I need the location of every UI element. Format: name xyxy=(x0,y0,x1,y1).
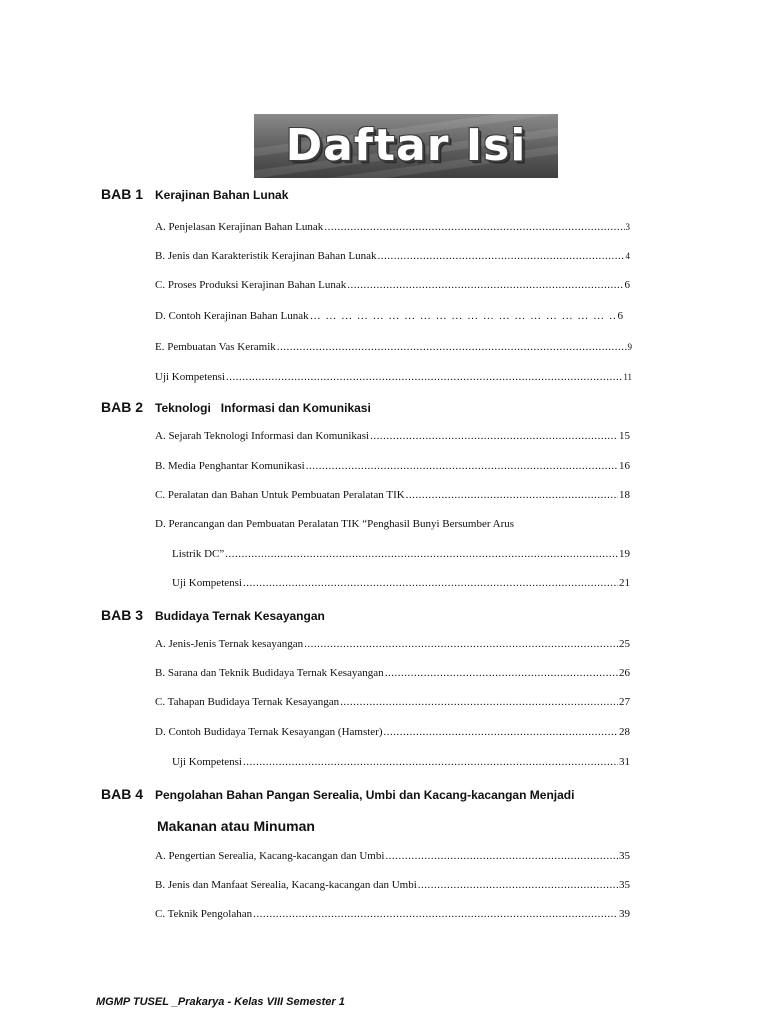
toc-entry-label: B. Sarana dan Teknik Budidaya Ternak Kesayangan xyxy=(155,667,384,679)
chapter-1-heading xyxy=(101,186,288,202)
chapter-title-continued: Makanan atau Minuman xyxy=(157,818,315,834)
dot-leader xyxy=(377,250,624,262)
dot-leader xyxy=(385,667,618,679)
toc-entry-page: 25 xyxy=(619,638,630,650)
toc-entry-page: 27 xyxy=(619,696,630,708)
chapter-title: Budidaya Ternak Kesayangan xyxy=(155,609,325,623)
toc-entry-page: 6 xyxy=(617,310,623,322)
toc-entry[interactable] xyxy=(155,726,630,738)
toc-entry-label: B. Media Penghantar Komunikasi xyxy=(155,460,305,472)
toc-entry-page: 18 xyxy=(619,489,630,501)
toc-entry-page: 16 xyxy=(619,460,630,472)
chapter-title: Kerajinan Bahan Lunak xyxy=(155,188,289,202)
toc-entry-label: C. Proses Produksi Kerajinan Bahan Lunak xyxy=(155,279,347,291)
toc-entry-page: 4 xyxy=(625,251,630,261)
toc-entry[interactable] xyxy=(155,879,630,891)
toc-entry-label: A. Pengertian Serealia, Kacang-kacangan dan Umbi xyxy=(155,850,385,862)
toc-entry-label: B. Jenis dan Karakteristik Kerajinan Bahan Lunak xyxy=(155,250,377,262)
chapter-number: BAB 4 xyxy=(101,786,144,802)
toc-entry-label: B. Jenis dan Manfaat Serealia, Kacang-kacangan dan Umbi xyxy=(155,879,417,891)
dot-leader xyxy=(277,341,627,353)
dot-leader xyxy=(253,908,618,920)
toc-entry[interactable] xyxy=(155,850,630,862)
chapter-number: BAB 3 xyxy=(101,607,144,623)
toc-entry[interactable] xyxy=(172,548,630,560)
dot-leader xyxy=(324,221,624,233)
dot-leader xyxy=(385,850,618,862)
toc-entry[interactable] xyxy=(155,341,632,353)
toc-entry[interactable] xyxy=(172,756,630,768)
toc-entry[interactable] xyxy=(155,638,630,650)
dot-leader xyxy=(243,756,618,768)
toc-entry[interactable] xyxy=(172,577,630,589)
toc-entry-label: A. Penjelasan Kerajinan Bahan Lunak xyxy=(155,221,324,233)
toc-entry-page: 21 xyxy=(619,577,630,589)
toc-entry-label: C. Peralatan dan Bahan Untuk Pembuatan Peralatan TIK xyxy=(155,489,405,501)
toc-entry-page: 35 xyxy=(619,879,630,891)
toc-entry[interactable] xyxy=(155,250,630,262)
chapter-number: BAB 1 xyxy=(101,186,144,202)
toc-entry-label: D. Contoh Kerajinan Bahan Lunak xyxy=(155,310,309,322)
dot-leader xyxy=(304,638,618,650)
dot-leader xyxy=(226,371,622,383)
chapter-title: Teknologi Informasi dan Komunikasi xyxy=(155,401,371,415)
toc-entry-label: A. Jenis-Jenis Ternak kesayangan xyxy=(155,638,304,650)
toc-entry[interactable] xyxy=(155,489,630,501)
toc-entry-label: C. Tahapan Budidaya Ternak Kesayangan xyxy=(155,696,340,708)
dot-leader xyxy=(370,430,618,442)
dot-leader xyxy=(306,460,618,472)
toc-entry[interactable] xyxy=(155,221,630,233)
toc-entry-label: D. Contoh Budidaya Ternak Kesayangan (Hamster) xyxy=(155,726,383,738)
dot-leader xyxy=(418,879,618,891)
toc-entry-label: Uji Kompetensi xyxy=(172,577,242,589)
dot-leader xyxy=(310,310,617,322)
toc-entry-page: 19 xyxy=(619,548,630,560)
chapter-3-heading xyxy=(101,607,325,623)
toc-entry-label: E. Pembuatan Vas Keramik xyxy=(155,341,276,353)
toc-entry[interactable] xyxy=(155,430,630,442)
chapter-2-heading xyxy=(101,399,371,415)
page-footer: MGMP TUSEL _Prakarya - Kelas VIII Semester 1 xyxy=(96,996,345,1008)
toc-entry-label: Listrik DC” xyxy=(172,548,225,560)
dot-leader xyxy=(225,548,618,560)
toc-entry-page: 11 xyxy=(623,372,632,382)
dot-leader xyxy=(340,696,618,708)
toc-entry-page: 28 xyxy=(619,726,630,738)
chapter-4-heading xyxy=(101,786,574,802)
toc-entry-page: 31 xyxy=(619,756,630,768)
toc-entry-page: 6 xyxy=(624,279,630,291)
chapter-number: BAB 2 xyxy=(101,399,144,415)
toc-entry-label: Uji Kompetensi xyxy=(172,756,242,768)
toc-entry[interactable] xyxy=(155,371,632,383)
page-title: Daftar Isi xyxy=(285,120,527,171)
toc-entry[interactable] xyxy=(155,460,630,472)
dot-leader xyxy=(347,279,623,291)
toc-entry-label: A. Sejarah Teknologi Informasi dan Komunikasi xyxy=(155,430,370,442)
toc-entry-page: 15 xyxy=(619,430,630,442)
toc-entry-page: 3 xyxy=(625,222,630,232)
toc-entry-page: 35 xyxy=(619,850,630,862)
dot-leader xyxy=(243,577,618,589)
chapter-title: Pengolahan Bahan Pangan Serealia, Umbi dan Kacang-kacangan Menjadi xyxy=(155,788,575,802)
toc-entry[interactable] xyxy=(155,908,630,920)
toc-entry[interactable] xyxy=(155,279,630,291)
toc-entry-page: 26 xyxy=(619,667,630,679)
toc-entry[interactable] xyxy=(155,696,630,708)
dot-leader xyxy=(384,726,618,738)
title-banner xyxy=(254,114,558,178)
toc-entry-label: Uji Kompetensi xyxy=(155,371,225,383)
toc-entry-label: C. Teknik Pengolahan xyxy=(155,908,253,920)
toc-entry-page: 39 xyxy=(619,908,630,920)
toc-entry-label[interactable]: D. Perancangan dan Pembuatan Peralatan TIK “Penghasil Bunyi Bersumber Arus xyxy=(155,518,515,530)
toc-entry-page: 9 xyxy=(627,342,632,352)
toc-entry[interactable] xyxy=(155,310,623,322)
dot-leader xyxy=(406,489,618,501)
toc-entry[interactable] xyxy=(155,667,630,679)
